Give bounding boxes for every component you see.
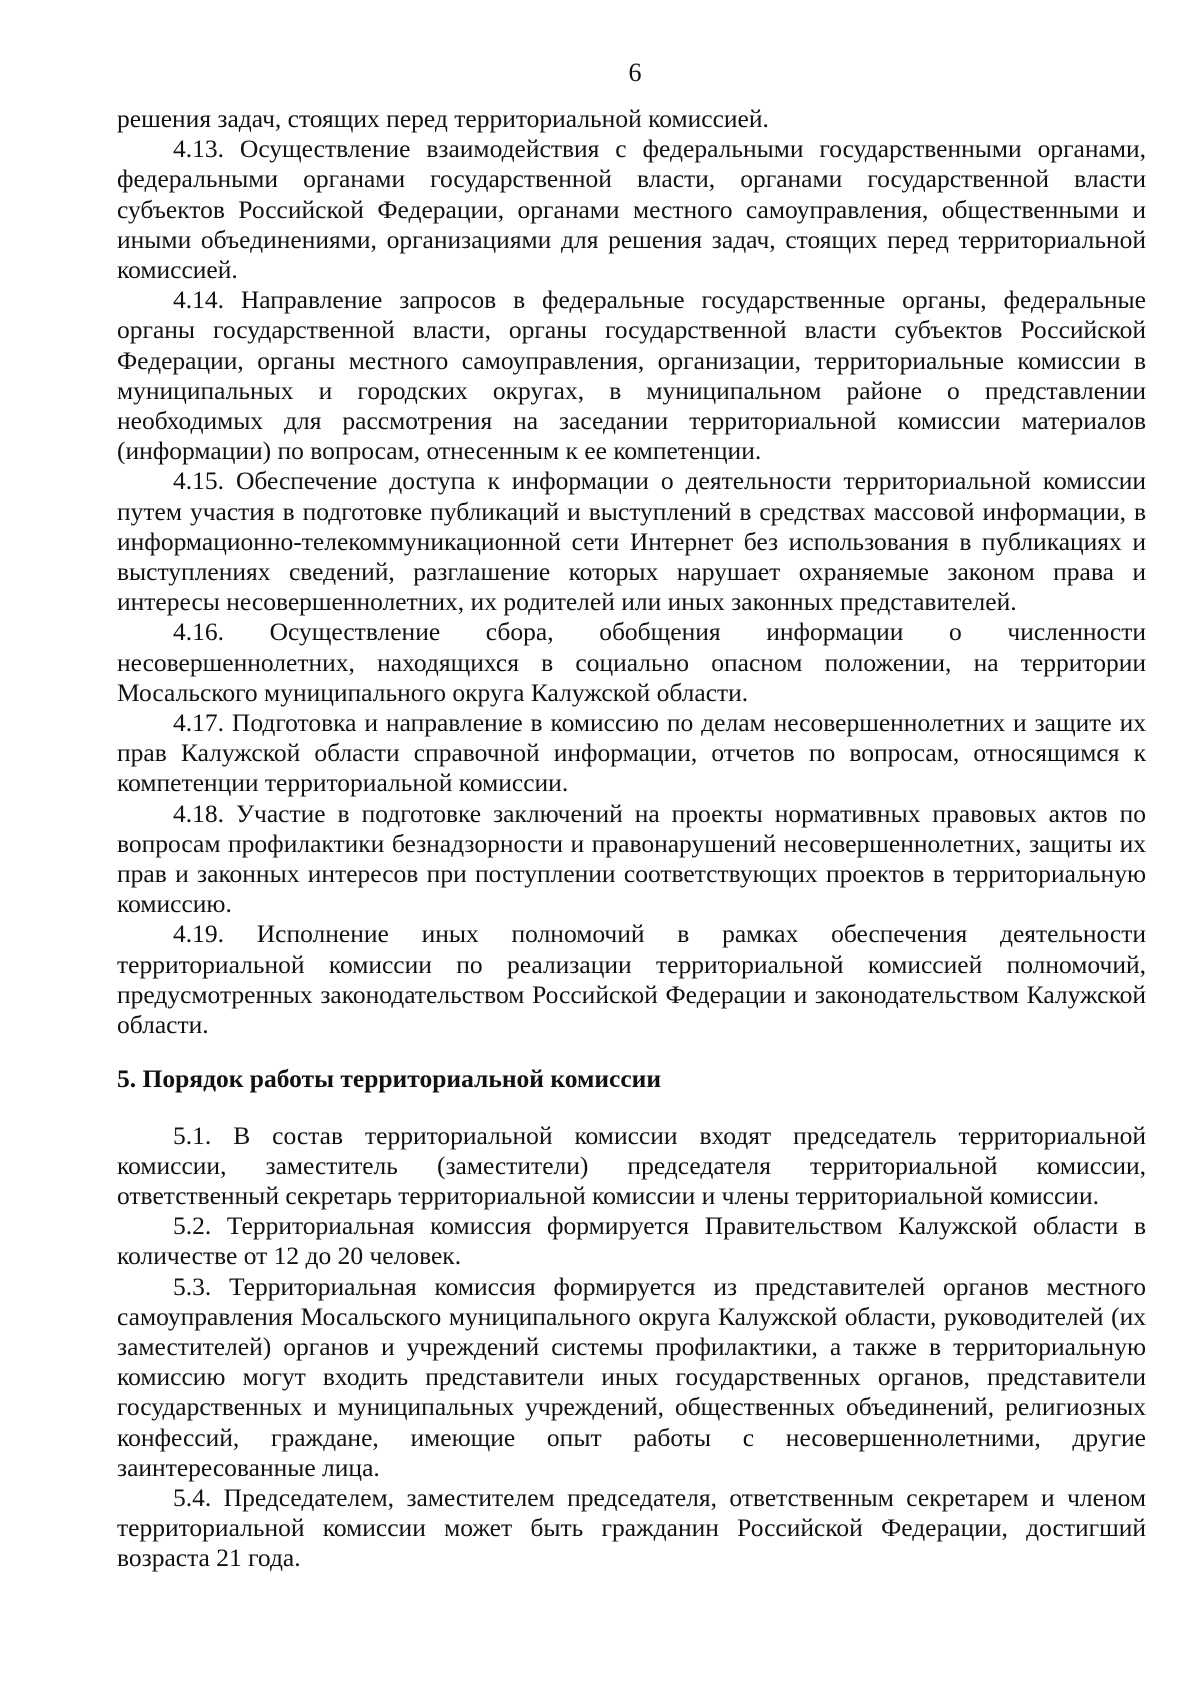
paragraph-4-19: 4.19. Исполнение иных полномочий в рамках обеспечения деятельности территориальной комиссии по реализации территориальной комиссией полномочий, предусмотренных законодательством Российской Федерации и законодательством Калужской области.	[117, 919, 1146, 1040]
paragraph-continuation: решения задач, стоящих перед территориальной комиссией.	[117, 104, 769, 133]
document-body	[117, 104, 1146, 1574]
paragraph-4-14: 4.14. Направление запросов в федеральные государственные органы, федеральные органы государственной власти, органы государственной власти субъектов Российской Федерации, органы местного самоуправления, организации, территориальные комиссии в муниципальных и городских округах, в муниципальном районе о представлении необходимых для рассмотрения на заседании территориальной комиссии материалов (информации) по вопросам, отнесенным к ее компетенции.	[117, 285, 1146, 466]
paragraph-5-2: 5.2. Территориальная комиссия формируется Правительством Калужской области в количестве от 12 до 20 человек.	[117, 1211, 1146, 1271]
page-number: 6	[628, 58, 642, 87]
section-heading: 5. Порядок работы территориальной комиссии	[117, 1064, 662, 1094]
paragraph-5-1: 5.1. В состав территориальной комиссии входят председатель территориальной комиссии, заместитель (заместители) председателя территориальной комиссии, ответственный секретарь территориальной комиссии и члены территориальной комиссии.	[117, 1120, 1146, 1210]
paragraph-4-17: 4.17. Подготовка и направление в комиссию по делам несовершеннолетних и защите их прав Калужской области справочной информации, отчетов по вопросам, относящимся к компетенции территориальной комиссии.	[117, 708, 1146, 798]
paragraph-5-3: 5.3. Территориальная комиссия формируется из представителей органов местного самоуправления Мосальского муниципального округа Калужской области, руководителей (их заместителей) органов и учреждений системы профилактики, а также в территориальную комиссию могут входить представители иных государственных органов, представители государственных и муниципальных учреждений, общественных объединений, религиозных конфессий, граждане, имеющие опыт работы с несовершеннолетними, другие заинтересованные лица.	[117, 1271, 1146, 1482]
paragraph-4-15: 4.15. Обеспечение доступа к информации о деятельности территориальной комиссии путем участия в подготовке публикаций и выступлений в средствах массовой информации, в информационно-телекоммуникационной сети Интернет без использования в публикациях и выступлениях сведений, разглашение которых нарушает охраняемые законом права и интересы несовершеннолетних, их родителей или иных законных представителей.	[117, 466, 1146, 617]
paragraph-5-4: 5.4. Председателем, заместителем председателя, ответственным секретарем и членом территориальной комиссии может быть гражданин Российской Федерации, достигший возраста 21 года.	[117, 1482, 1146, 1573]
paragraph-4-18: 4.18. Участие в подготовке заключений на проекты нормативных правовых актов по вопросам профилактики безнадзорности и правонарушений несовершеннолетних, защиты их прав и законных интересов при поступлении соответствующих проектов в территориальную комиссию.	[117, 798, 1146, 919]
paragraph-4-13: 4.13. Осуществление взаимодействия с федеральными государственными органами, федеральными органами государственной власти, органами государственной власти субъектов Российской Федерации, органами местного самоуправления, общественными и иными объединениями, организациями для решения задач, стоящих перед территориальной комиссией.	[117, 134, 1146, 285]
paragraph-4-16: 4.16. Осуществление сбора, обобщения информации о численности несовершеннолетних, находящихся в социально опасном положении, на территории Мосальского муниципального округа Калужской области.	[117, 617, 1146, 707]
